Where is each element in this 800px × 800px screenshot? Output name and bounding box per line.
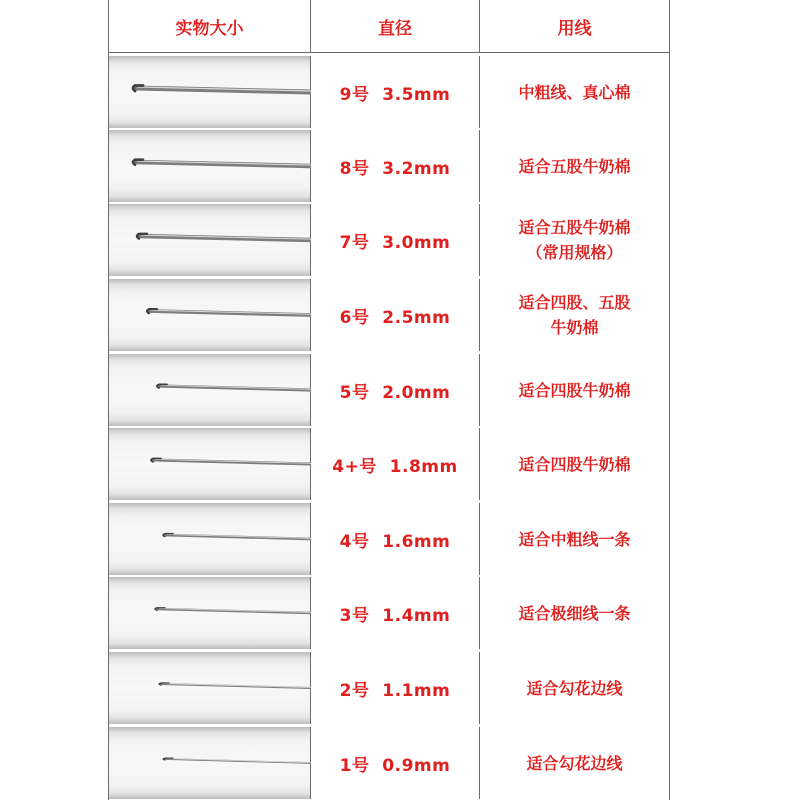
table-row	[109, 354, 669, 426]
yarn-recommendation	[480, 727, 669, 799]
yarn-recommendation	[480, 130, 669, 202]
hook-size-label: 9号 3.5mm	[311, 56, 480, 128]
hook-size-label: 7号 3.0mm	[311, 204, 480, 276]
yarn-recommendation-line: 适合中粗线一条	[518, 529, 631, 549]
hook-photo-cell	[109, 279, 311, 351]
header-diameter-column: 直径	[311, 0, 480, 52]
table-row	[109, 56, 669, 128]
hook-size-label: 5号 2.0mm	[311, 354, 480, 426]
crochet-hook-icon	[109, 56, 311, 128]
yarn-recommendation-line: 适合五股牛奶棉	[518, 156, 631, 176]
yarn-recommendation	[480, 503, 669, 575]
crochet-hook-icon	[109, 577, 311, 649]
yarn-recommendation-line: 适合勾花边线	[526, 678, 623, 698]
hook-photo-cell	[109, 130, 311, 202]
yarn-recommendation-line: 牛奶棉	[550, 318, 599, 337]
table-row	[109, 503, 669, 575]
crochet-hook-icon	[109, 354, 311, 426]
table-row	[109, 727, 669, 799]
yarn-recommendation	[480, 577, 669, 649]
size-chart-table	[108, 0, 670, 800]
hook-size-label: 8号 3.2mm	[311, 130, 480, 202]
hook-size-label: 3号 1.4mm	[311, 577, 480, 649]
yarn-recommendation	[480, 428, 669, 500]
yarn-recommendation	[480, 279, 669, 351]
crochet-hook-icon	[109, 428, 311, 500]
table-row	[109, 279, 669, 351]
yarn-recommendation-line: 中粗线、真心棉	[518, 82, 631, 102]
crochet-hook-icon	[109, 652, 311, 724]
hook-size-label: 2号 1.1mm	[311, 652, 480, 724]
hook-photo-cell	[109, 56, 311, 128]
hook-photo-cell	[109, 727, 311, 799]
table-header	[109, 0, 669, 53]
hook-photo-cell	[109, 428, 311, 500]
yarn-recommendation	[480, 354, 669, 426]
crochet-hook-icon	[109, 204, 311, 276]
hook-size-label: 6号 2.5mm	[311, 279, 480, 351]
yarn-recommendation	[480, 56, 669, 128]
hook-size-label: 4号 1.6mm	[311, 503, 480, 575]
yarn-recommendation	[480, 652, 669, 724]
yarn-recommendation-line: 适合五股牛奶棉	[518, 218, 631, 237]
hook-photo-cell	[109, 204, 311, 276]
table-row	[109, 577, 669, 649]
table-row	[109, 204, 669, 276]
yarn-recommendation-line: 适合勾花边线	[526, 753, 623, 773]
table-row	[109, 652, 669, 724]
crochet-hook-icon	[109, 130, 311, 202]
header-yarn-column: 用线	[557, 18, 592, 39]
header-image-column: 实物大小	[109, 0, 311, 52]
yarn-recommendation-line: 适合四股牛奶棉	[518, 454, 631, 474]
hook-photo-cell	[109, 503, 311, 575]
hook-photo-cell	[109, 652, 311, 724]
crochet-hook-icon	[109, 727, 311, 799]
table-row	[109, 428, 669, 500]
hook-photo-cell	[109, 577, 311, 649]
hook-size-label: 1号 0.9mm	[311, 727, 480, 799]
yarn-recommendation-line: 适合四股、五股	[518, 293, 631, 312]
yarn-recommendation-line: 适合四股牛奶棉	[518, 380, 631, 400]
yarn-recommendation-line: （常用规格）	[526, 243, 623, 262]
hook-size-label: 4+号 1.8mm	[311, 428, 480, 500]
hook-photo-cell	[109, 354, 311, 426]
crochet-hook-icon	[109, 503, 311, 575]
crochet-hook-icon	[109, 279, 311, 351]
yarn-recommendation	[480, 204, 669, 276]
yarn-recommendation-line: 适合极细线一条	[518, 603, 631, 623]
table-row	[109, 130, 669, 202]
